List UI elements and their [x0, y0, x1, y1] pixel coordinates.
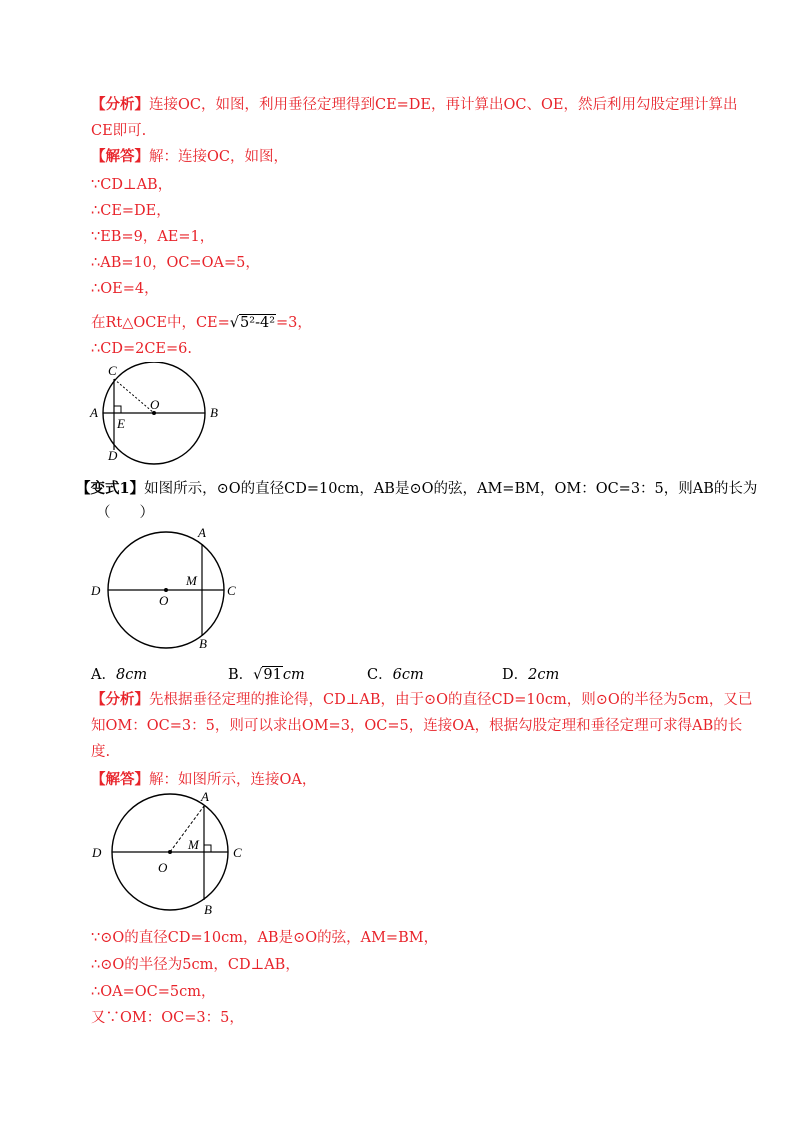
label-e: E	[117, 416, 125, 431]
variant-analysis-line-3: 度.	[91, 744, 111, 760]
option-d[interactable]: D．2cm	[502, 667, 560, 683]
sqrt-sign: √	[253, 667, 263, 683]
sqrt-radicand: 5²-4²	[240, 315, 276, 331]
label-a: A	[201, 790, 209, 804]
label-c: C	[108, 363, 117, 378]
right-angle-mark	[114, 406, 121, 413]
label-b: B	[210, 405, 218, 420]
label-d: D	[92, 845, 102, 860]
variant-question: 【变式1】如图所示，⊙O的直径CD=10cm，AB是⊙O的弦，AM=BM，OM：OC=3：5，则AB的长为	[76, 480, 758, 497]
answer-blank: （ ）	[96, 505, 154, 521]
variant-solution-step: ∴⊙O的半径为5cm，CD⊥AB，	[91, 957, 300, 973]
solution-final: ∴CD=2CE=6.	[91, 341, 192, 357]
solution-step: ∴AB=10，OC=OA=5，	[91, 255, 260, 271]
radius-oc	[114, 379, 154, 413]
option-b[interactable]: B．√91cm	[228, 667, 305, 683]
circle-figure-3	[86, 790, 246, 920]
solution-step: ∵EB=9，AE=1，	[91, 229, 215, 245]
label-o: O	[158, 860, 168, 875]
solution-step: ∴OE=4，	[91, 281, 159, 297]
option-c[interactable]: C．6cm	[367, 667, 424, 683]
label-o: O	[150, 397, 160, 412]
label-c: C	[233, 845, 242, 860]
solution-step: ∵CD⊥AB，	[91, 177, 173, 193]
center-point	[168, 850, 172, 854]
circle-figure-2	[86, 524, 246, 654]
variant-solution-step: ∴OA=OC=5cm，	[91, 984, 216, 1000]
variant-solution-line-1: 【解答】解：如图所示，连接OA，	[91, 771, 317, 788]
label-d: D	[91, 583, 101, 598]
solution-tag: 【解答】	[91, 148, 149, 165]
analysis-tag: 【分析】	[91, 691, 149, 708]
right-angle-mark	[204, 845, 211, 852]
solution-step: ∴CE=DE，	[91, 203, 171, 219]
circle-figure-1	[86, 362, 226, 466]
variant-solution-step: ∵⊙O的直径CD=10cm，AB是⊙O的弦，AM=BM，	[91, 930, 439, 946]
label-b: B	[199, 636, 207, 651]
label-o: O	[159, 593, 169, 608]
center-point	[164, 588, 168, 592]
solution-tag: 【解答】	[91, 771, 149, 788]
analysis-line-2: CE即可.	[91, 123, 147, 139]
variant-analysis-line-1: 【分析】先根据垂径定理的推论得，CD⊥AB，由于⊙O的直径CD=10cm，则⊙O的半径为5cm，又已	[91, 691, 753, 708]
variant-solution-step: 又∵OM：OC=3：5，	[91, 1010, 244, 1026]
label-c: C	[227, 583, 236, 598]
label-a: A	[90, 405, 98, 420]
rt-triangle-line: 在Rt△OCE中，CE=√5²-4²=3，	[91, 315, 312, 331]
sqrt-sign: √	[229, 315, 240, 331]
radius-oa	[170, 806, 204, 852]
label-m: M	[188, 837, 199, 852]
analysis-tag: 【分析】	[91, 96, 149, 113]
solution-line-1: 【解答】解：连接OC，如图，	[91, 148, 288, 165]
variant-tag: 【变式1】	[76, 480, 145, 497]
label-b: B	[204, 902, 212, 917]
label-d: D	[108, 448, 118, 463]
label-a: A	[198, 525, 206, 540]
option-a[interactable]: A．8cm	[91, 667, 148, 683]
label-m: M	[186, 573, 197, 588]
analysis-line-1: 【分析】连接OC，如图，利用垂径定理得到CE=DE，再计算出OC、OE，然后利用勾股定理计算出	[91, 96, 738, 113]
variant-analysis-line-2: 知OM：OC=3：5，则可以求出OM=3，OC=5，连接OA，根据勾股定理和垂径定理可求得AB的长	[91, 718, 743, 734]
